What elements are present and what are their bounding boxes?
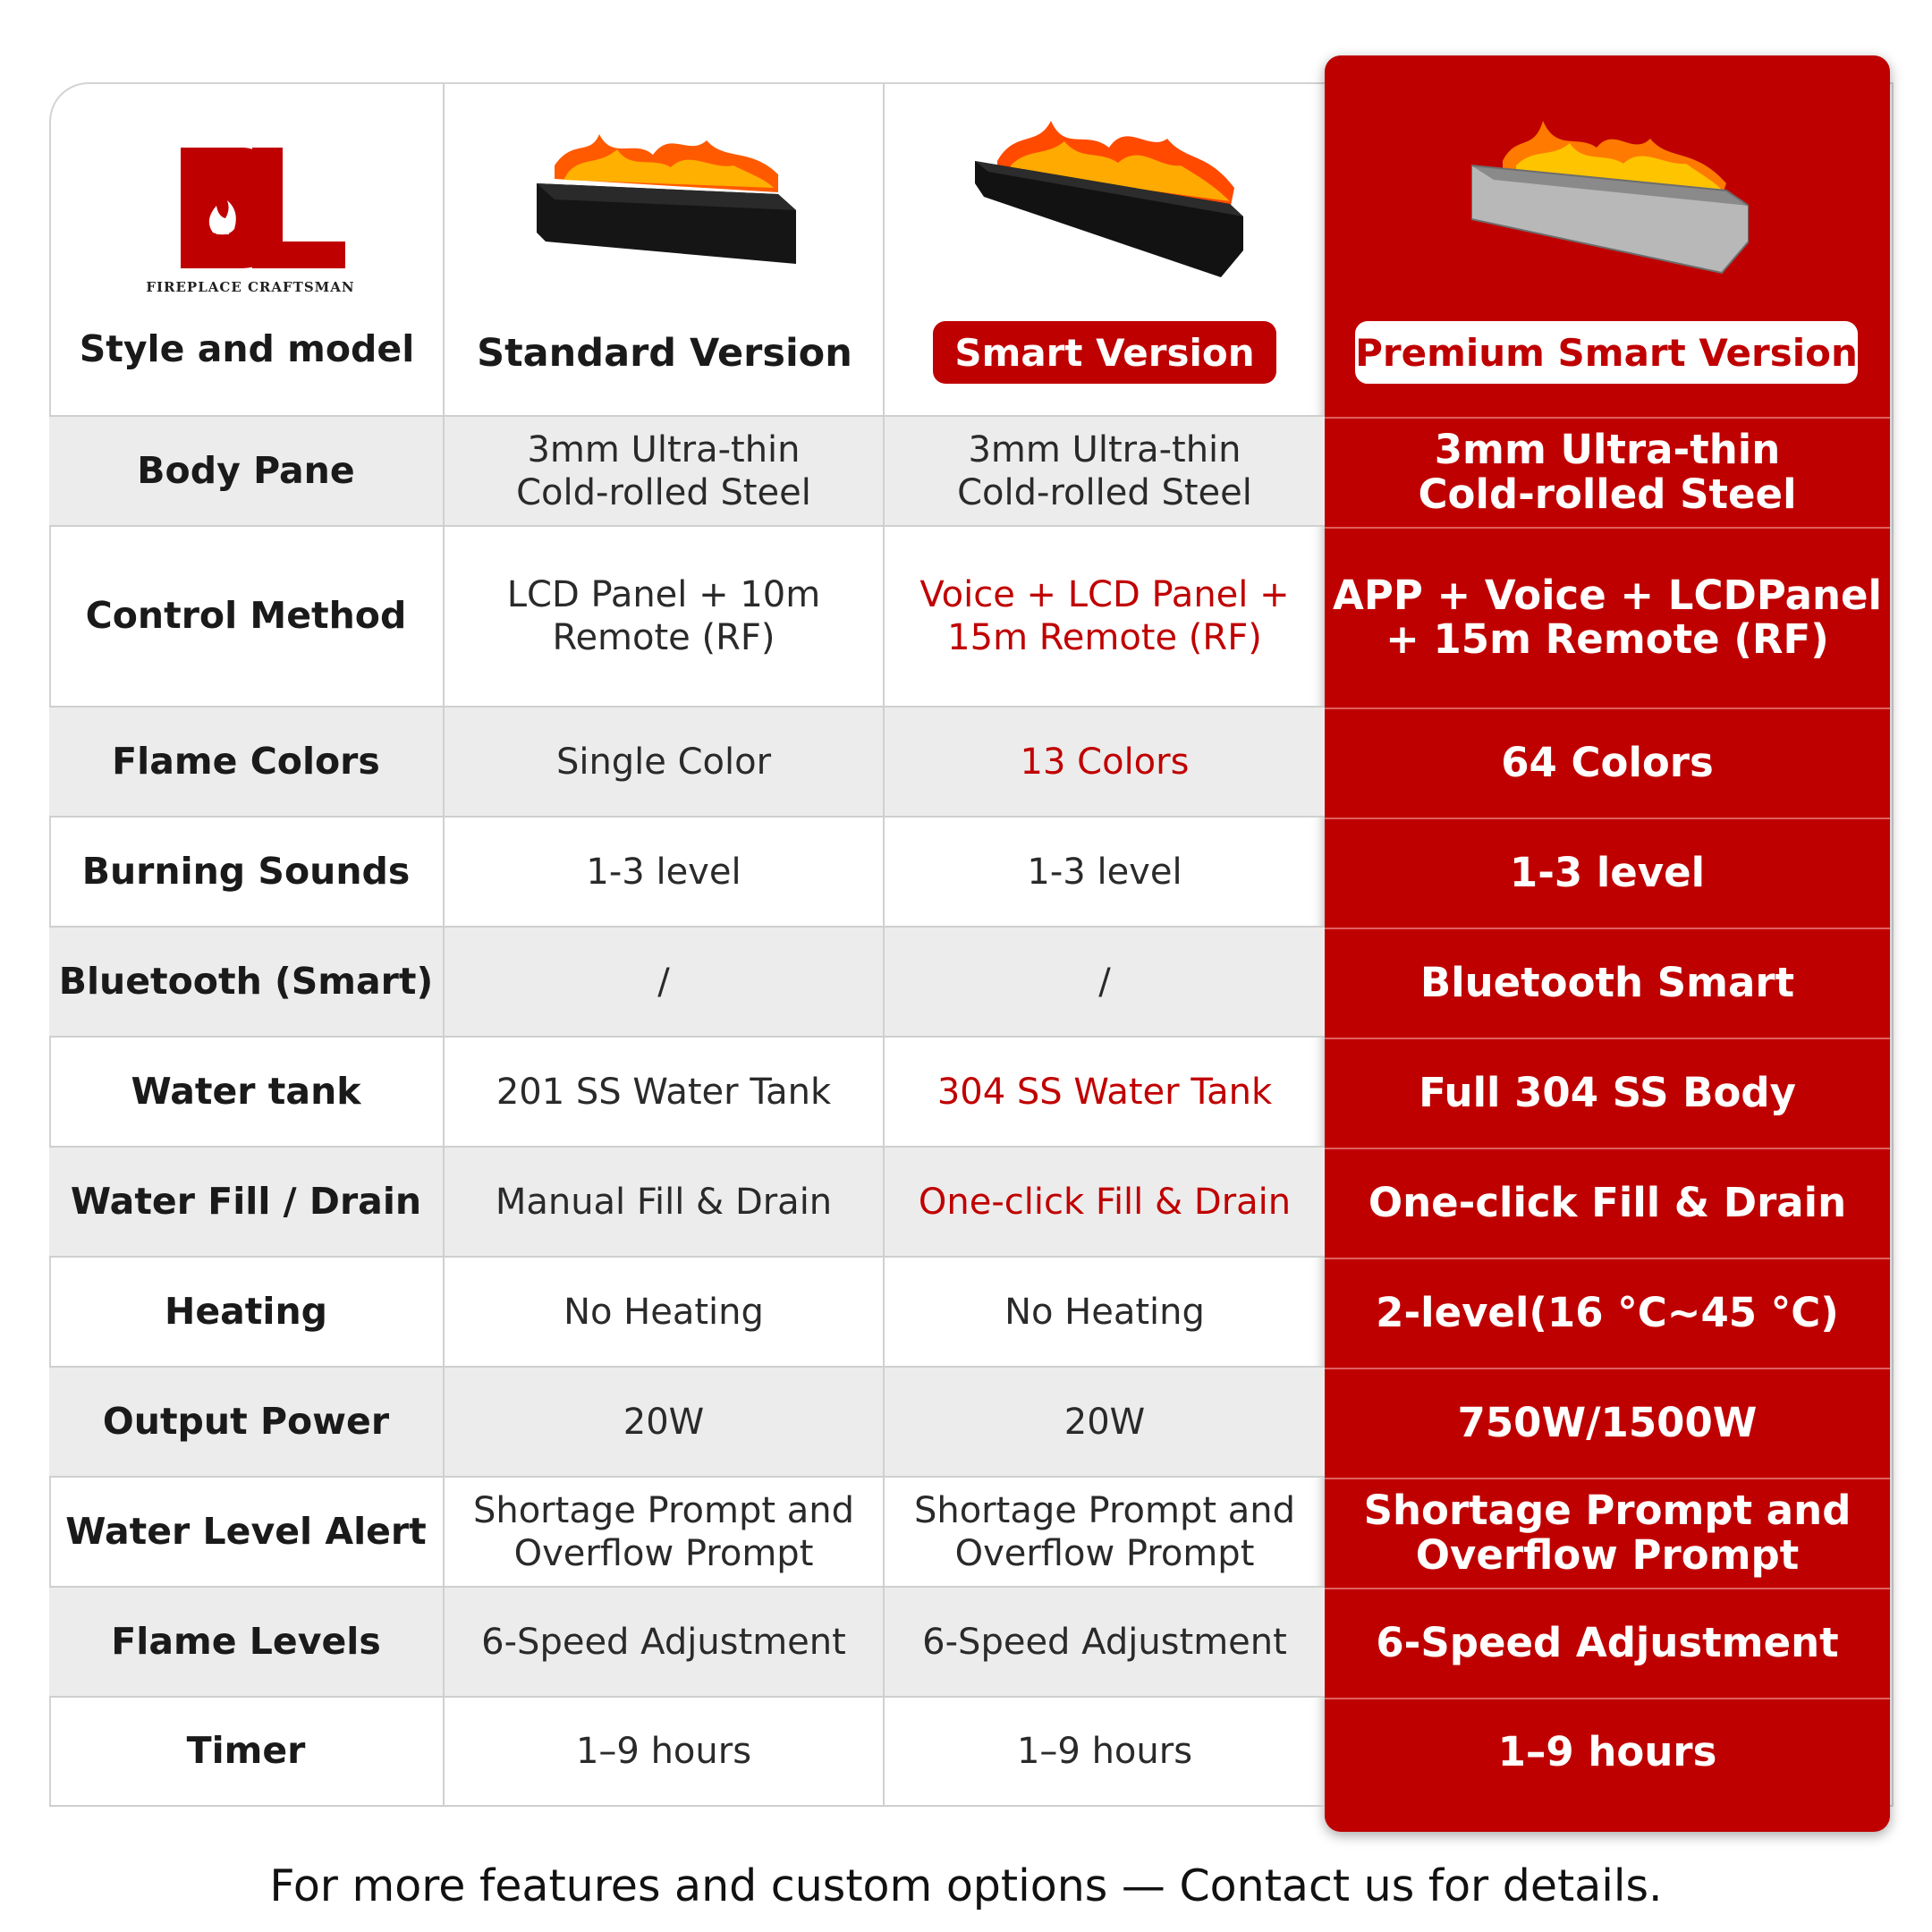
standard-value: Manual Fill & Drain: [445, 1148, 885, 1256]
standard-value: Single Color: [445, 708, 885, 816]
standard-value: Shortage Prompt and Overflow Prompt: [445, 1478, 885, 1586]
smart-value: 1-3 level: [1027, 851, 1182, 893]
table-row: [49, 527, 1325, 708]
table-row: [49, 1148, 1325, 1258]
premium-value: 1–9 hours: [1497, 1728, 1717, 1776]
standard-value: No Heating: [445, 1258, 885, 1366]
smart-value: 3mm Ultra-thin Cold-rolled Steel: [957, 428, 1252, 513]
smart-value: One-click Fill & Drain: [918, 1181, 1292, 1223]
table-row: [49, 1698, 1325, 1807]
row-label: Burning Sounds: [49, 818, 445, 926]
premium-value: 2-level(16 °C~45 °C): [1376, 1288, 1839, 1336]
premium-value: 1-3 level: [1509, 848, 1706, 896]
header-smart-version-badge: Smart Version: [933, 321, 1276, 384]
premium-row-divider: [1325, 417, 1890, 419]
table-row: [49, 1588, 1325, 1698]
row-label: Water Level Alert: [49, 1478, 445, 1586]
header-standard-version: Standard Version: [477, 331, 852, 376]
smart-value: 6-Speed Adjustment: [922, 1621, 1287, 1663]
premium-row-divider: [1325, 818, 1890, 819]
standard-value: /: [445, 928, 885, 1036]
row-label: Flame Levels: [49, 1588, 445, 1696]
table-row: [49, 1368, 1325, 1478]
row-label: Heating: [49, 1258, 445, 1366]
smart-value: Shortage Prompt and Overflow Prompt: [913, 1489, 1296, 1574]
smart-value: 304 SS Water Tank: [936, 1071, 1273, 1113]
standard-value: 6-Speed Adjustment: [445, 1588, 885, 1696]
table-row: [49, 1478, 1325, 1588]
premium-row-divider: [1325, 1148, 1890, 1149]
footer-note: For more features and custom options — Contact us for details.: [269, 1860, 1663, 1911]
row-label: Timer: [49, 1698, 445, 1805]
standard-value: 3mm Ultra-thin Cold-rolled Steel: [445, 417, 885, 525]
smart-value: Voice + LCD Panel + 15m Remote (RF): [919, 574, 1290, 658]
header-standard-cell: [445, 83, 885, 415]
premium-value: One-click Fill & Drain: [1368, 1178, 1847, 1226]
premium-row-divider: [1325, 928, 1890, 929]
premium-value: 3mm Ultra-thin Cold-rolled Steel: [1418, 426, 1797, 518]
standard-value: 1-3 level: [445, 818, 885, 926]
standard-value: 1–9 hours: [445, 1698, 885, 1805]
header-premium-version-badge: Premium Smart Version: [1355, 321, 1858, 384]
premium-value: 6-Speed Adjustment: [1376, 1618, 1839, 1666]
smart-value: No Heating: [1004, 1291, 1205, 1333]
premium-value: APP + Voice + LCDPanel + 15m Remote (RF): [1333, 571, 1882, 663]
premium-row-divider: [1325, 1698, 1890, 1699]
row-label: Water tank: [49, 1038, 445, 1146]
premium-row-divider: [1325, 1368, 1890, 1369]
smart-value: /: [1098, 961, 1111, 1003]
smart-value: 1–9 hours: [1016, 1731, 1193, 1772]
row-label: Bluetooth (Smart): [49, 928, 445, 1036]
standard-value: 20W: [445, 1368, 885, 1476]
row-label: Output Power: [49, 1368, 445, 1476]
smart-value: 13 Colors: [1020, 741, 1190, 783]
table-row: [49, 818, 1325, 928]
premium-value: Bluetooth Smart: [1419, 958, 1795, 1006]
standard-value: 201 SS Water Tank: [445, 1038, 885, 1146]
header-divider: [49, 83, 1325, 417]
brand-tagline: FIREPLACE CRAFTSMAN: [146, 279, 355, 295]
premium-value: Full 304 SS Body: [1419, 1068, 1796, 1116]
row-label: Water Fill / Drain: [49, 1148, 445, 1256]
premium-row-divider: [1325, 1478, 1890, 1479]
row-label: Body Pane: [49, 417, 445, 525]
premium-value: 64 Colors: [1501, 738, 1714, 786]
premium-row-divider: [1325, 1038, 1890, 1039]
header-label-style-model: Style and model: [79, 327, 415, 370]
premium-row-divider: [1325, 708, 1890, 709]
row-label: Flame Colors: [49, 708, 445, 816]
premium-value: 750W/1500W: [1457, 1398, 1758, 1446]
premium-row-divider: [1325, 527, 1890, 529]
premium-row-divider: [1325, 1258, 1890, 1259]
standard-value: LCD Panel + 10m Remote (RF): [445, 527, 885, 706]
premium-value: Shortage Prompt and Overflow Prompt: [1363, 1487, 1852, 1579]
table-row: [49, 1258, 1325, 1368]
header-label-cell: [49, 83, 445, 415]
table-row: [49, 417, 1325, 527]
table-row: [49, 928, 1325, 1038]
premium-row-divider: [1325, 1588, 1890, 1589]
row-label: Control Method: [49, 527, 445, 706]
premium-product-image: [1471, 121, 1749, 282]
table-row: [49, 708, 1325, 818]
table-row: [49, 1038, 1325, 1148]
smart-value: 20W: [1063, 1401, 1146, 1443]
